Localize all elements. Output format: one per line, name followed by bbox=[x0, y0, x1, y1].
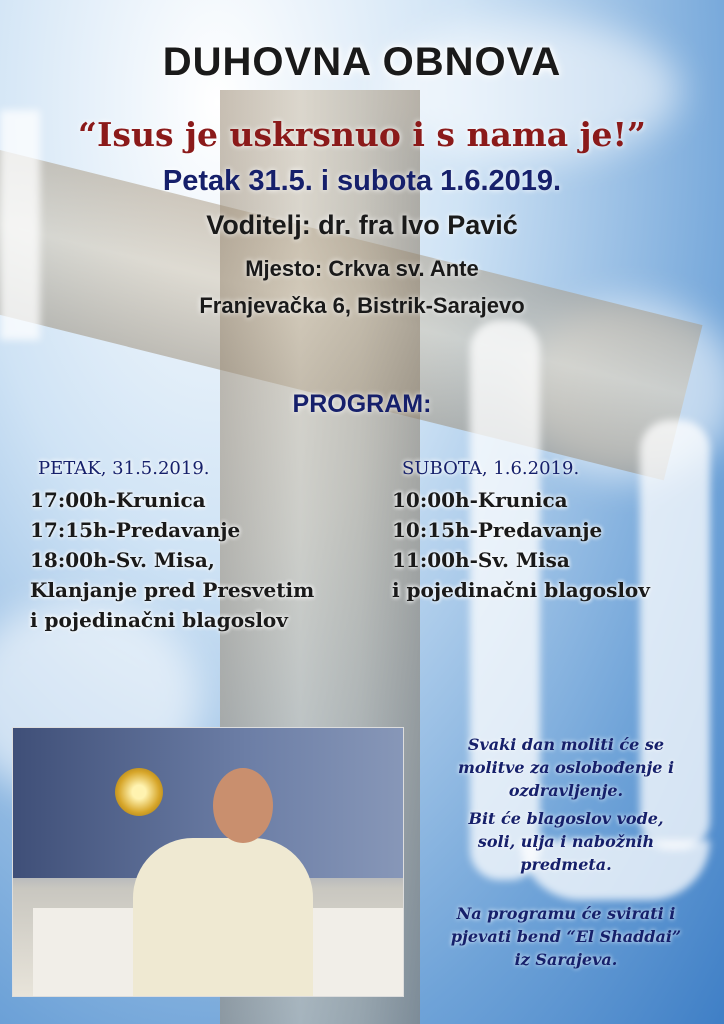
program-heading: PROGRAM: bbox=[292, 390, 432, 418]
schedule-item: 17:15h-Predavanje bbox=[30, 518, 241, 542]
friday-heading: PETAK, 31.5.2019. bbox=[38, 458, 210, 479]
note-blessing bbox=[418, 807, 714, 876]
schedule-item: 18:00h-Sv. Misa, bbox=[30, 548, 215, 572]
note-line: predmeta. bbox=[520, 855, 612, 874]
schedule-item: 17:00h-Krunica bbox=[30, 488, 206, 512]
saturday-heading: SUBOTA, 1.6.2019. bbox=[402, 458, 580, 479]
poster-subtitle: “Isus je uskrsnuo i s nama je!” bbox=[77, 115, 647, 154]
schedule-item: Klanjanje pred Presvetim bbox=[30, 578, 315, 602]
schedule-item: i pojedinačni blagoslov bbox=[392, 578, 650, 602]
friday-schedule bbox=[30, 458, 314, 635]
schedule-item: 10:00h-Krunica bbox=[392, 488, 568, 512]
note-line: Na programu će svirati i bbox=[456, 904, 676, 923]
note-line: soli, ulja i nabožnih bbox=[477, 832, 655, 851]
note-line: Svaki dan moliti će se bbox=[467, 735, 665, 754]
saturday-schedule bbox=[392, 458, 650, 605]
note-line: iz Sarajeva. bbox=[514, 950, 618, 969]
note-band bbox=[418, 902, 714, 971]
schedule-item: 10:15h-Predavanje bbox=[392, 518, 603, 542]
event-leader: Voditelj: dr. fra Ivo Pavić bbox=[206, 210, 518, 240]
schedule-item: 11:00h-Sv. Misa bbox=[392, 548, 570, 572]
photo-priest-vestment bbox=[133, 838, 313, 997]
event-address: Franjevačka 6, Bistrik-Sarajevo bbox=[199, 293, 525, 318]
event-dates: Petak 31.5. i subota 1.6.2019. bbox=[162, 165, 562, 197]
note-line: molitve za oslobođenje i bbox=[457, 758, 675, 777]
schedule-item: i pojedinačni blagoslov bbox=[30, 608, 288, 632]
note-prayer bbox=[418, 733, 714, 802]
photo-priest-head bbox=[213, 768, 273, 843]
note-line: Bit će blagoslov vode, bbox=[468, 809, 664, 828]
event-place: Mjesto: Crkva sv. Ante bbox=[245, 256, 479, 281]
monstrance-icon bbox=[115, 768, 163, 816]
note-line: pjevati bend “El Shaddai” bbox=[450, 927, 682, 946]
poster-title: DUHOVNA OBNOVA bbox=[162, 40, 562, 84]
priest-photo bbox=[12, 727, 404, 997]
note-line: ozdravljenje. bbox=[508, 781, 624, 800]
